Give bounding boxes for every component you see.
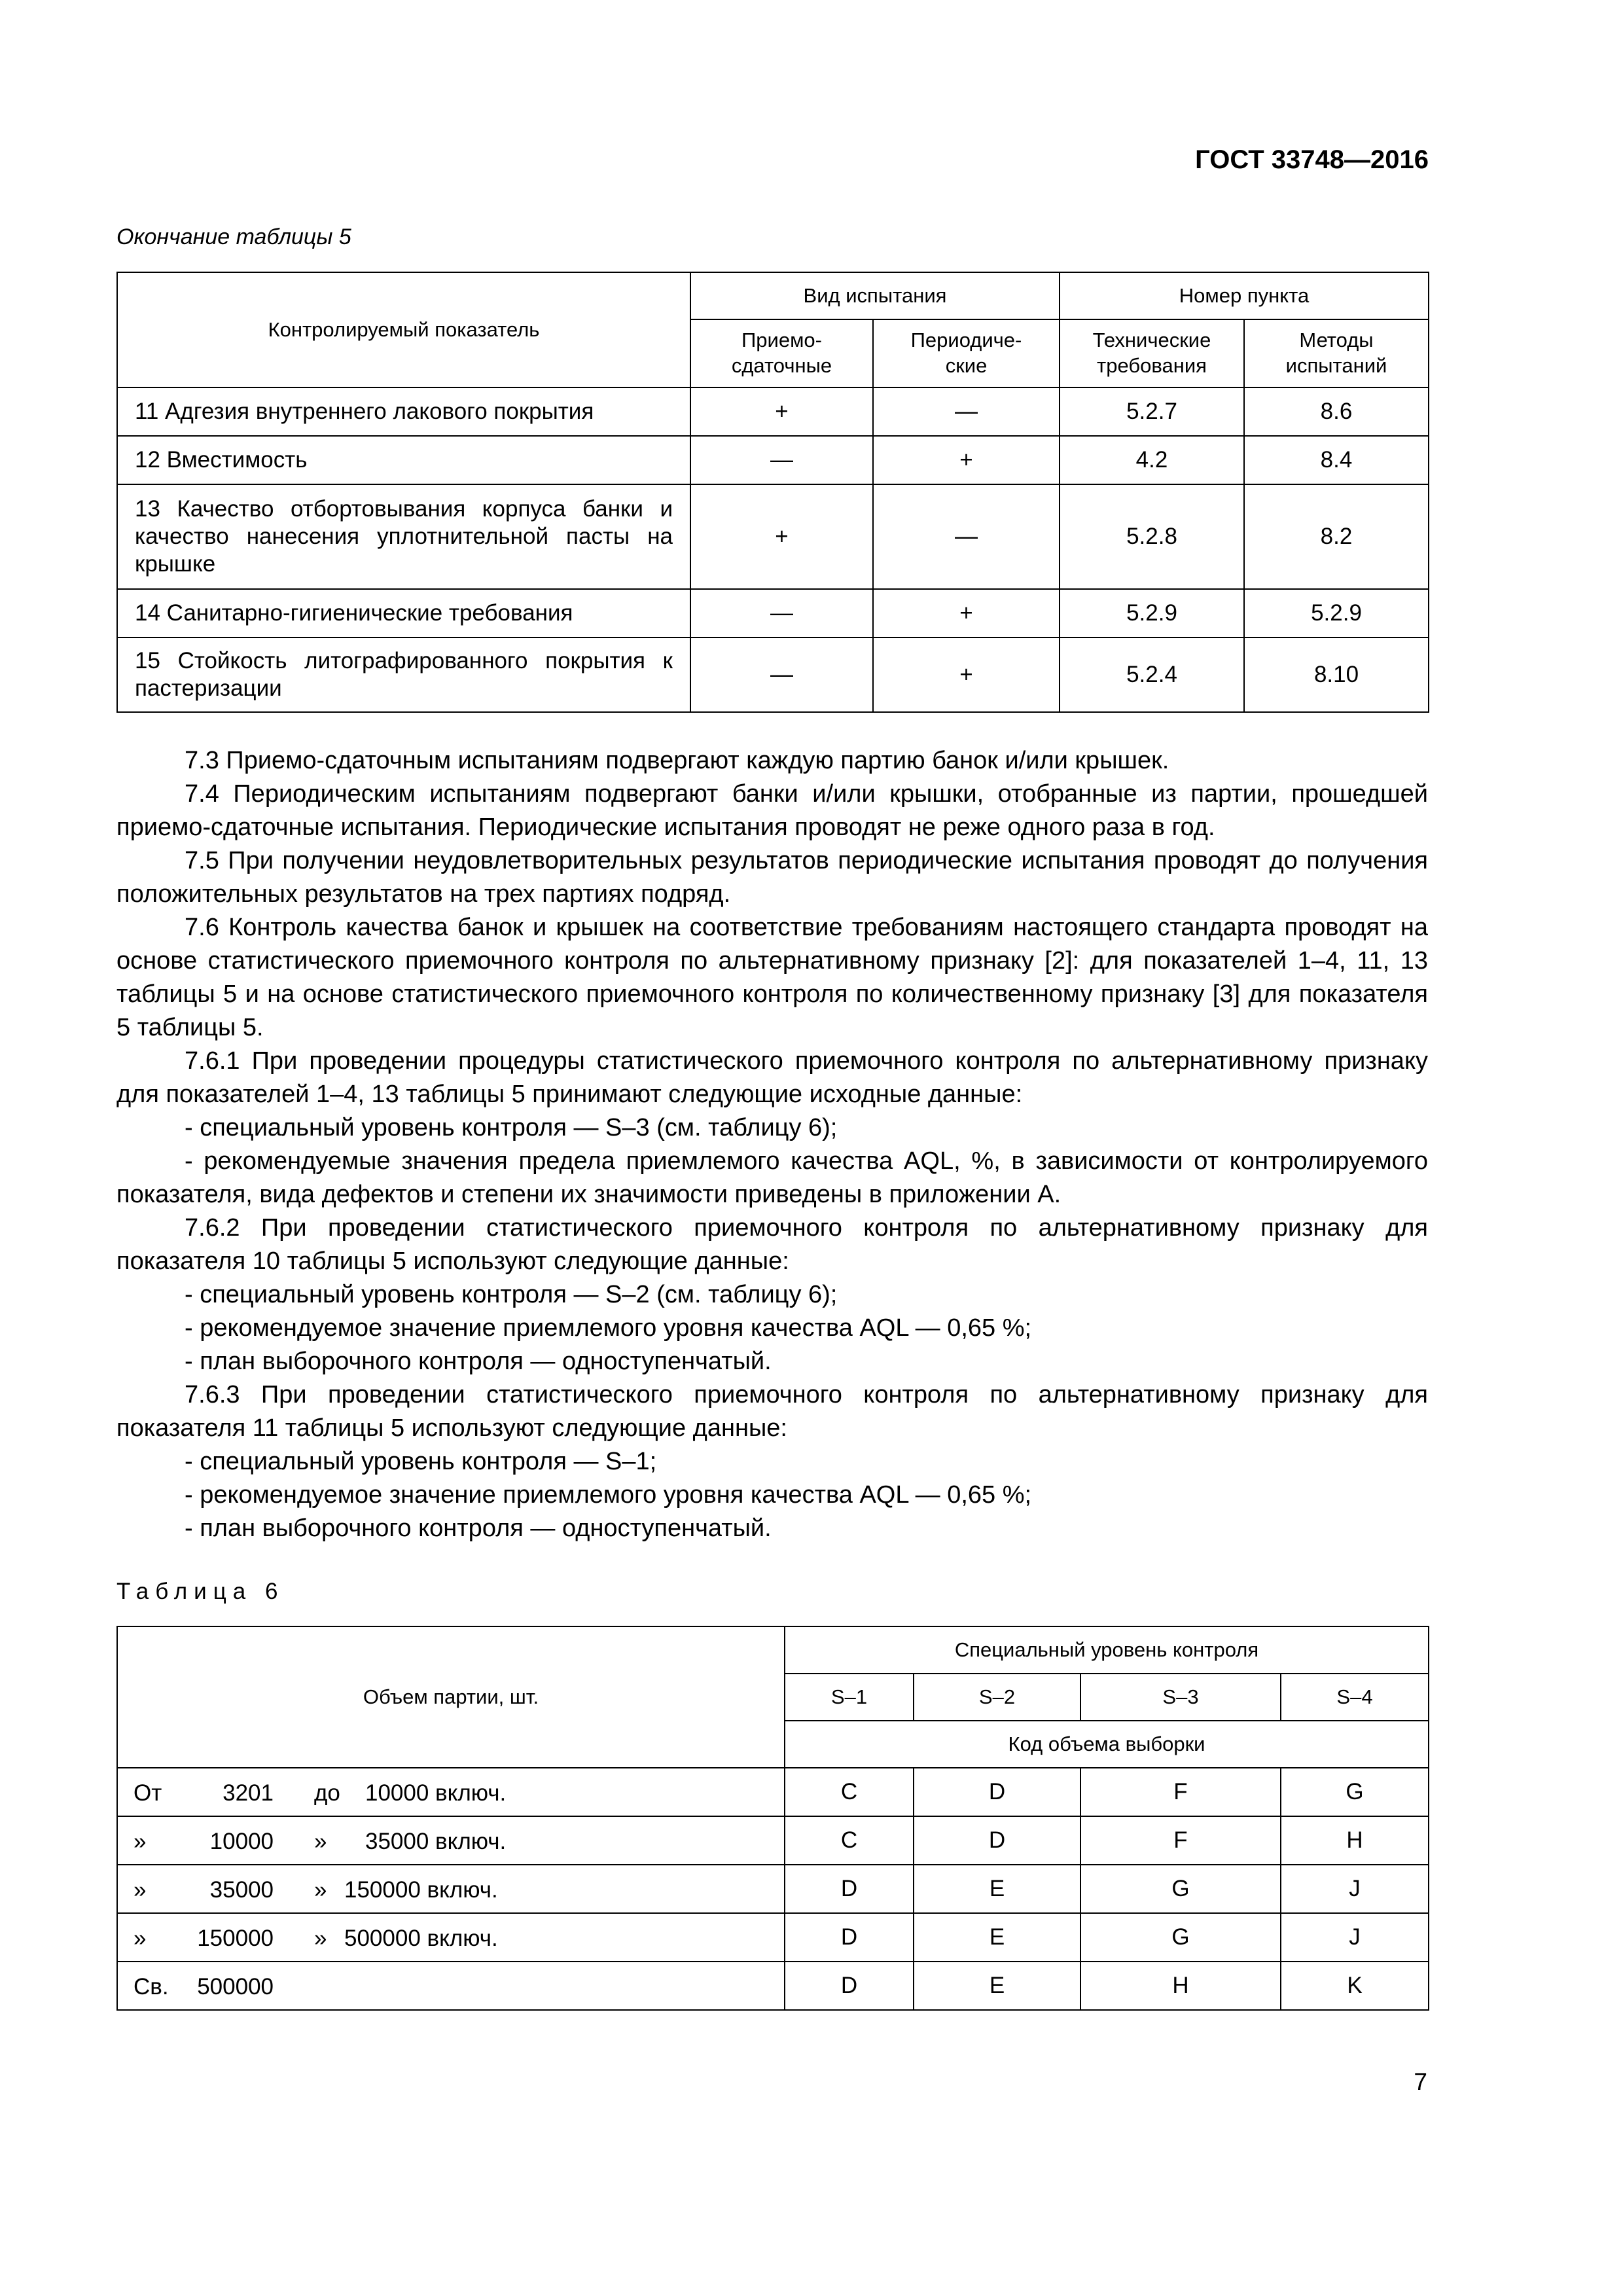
page-number: 7 xyxy=(1414,2068,1427,2095)
table-row xyxy=(117,1865,1429,1913)
code-s1-cell: D xyxy=(785,1865,914,1913)
table6-caption: Таблица 6 xyxy=(116,1579,285,1604)
acceptance-cell: + xyxy=(690,484,873,589)
indicator-cell: 11 Адгезия внутреннего лакового покрытия xyxy=(117,387,690,436)
code-s4-cell: J xyxy=(1281,1913,1429,1962)
table-row xyxy=(117,1913,1429,1962)
list-item: - план выборочного контроля — одноступенчатый. xyxy=(185,1348,772,1375)
paragraph-7-6: 7.6 Контроль качества банок и крышек на соответствие требованиям настоящего стандарта проводят на основе статистического приемочного контроля по альтернативному признаку [2]: для показателей 1–4, 11, 13 таблицы 5 и на основе статистического приемочного контроля по количественному признаку [3] для показателя 5 таблицы 5. xyxy=(116,914,1428,1041)
paragraph-7-4: 7.4 Периодическим испытаниям подвергают банки и/или крышки, отобранные из партии, прошедшей приемо-сдаточные испытания. Периодические испытания проводят не реже одного раза в год. xyxy=(116,780,1428,841)
col-header-s2: S–2 xyxy=(914,1674,1080,1721)
lot-from: 150000 xyxy=(197,1926,274,1951)
code-s3-cell: F xyxy=(1080,1768,1281,1816)
requirements-cell: 5.2.9 xyxy=(1060,589,1244,637)
lot-prefix: Св. xyxy=(134,1974,169,2000)
code-s2-cell: E xyxy=(914,1913,1080,1962)
code-s2-cell: D xyxy=(914,1768,1080,1816)
col-header-clause-no: Номер пункта xyxy=(1060,272,1429,319)
lot-to: 150000 включ. xyxy=(344,1877,498,1903)
list-item: - рекомендуемые значения предела приемлемого качества AQL, %, в зависимости от контролируемого показателя, вида дефектов и степени их значимости приведены в приложении А. xyxy=(116,1147,1428,1208)
requirements-cell: 5.2.4 xyxy=(1060,637,1244,712)
list-item: - рекомендуемое значение приемлемого уровня качества AQL — 0,65 %; xyxy=(185,1481,1032,1509)
code-s1-cell: D xyxy=(785,1913,914,1962)
paragraph-7-6-1: 7.6.1 При проведении процедуры статистического приемочного контроля по альтернативному признаку для показателей 1–4, 13 таблицы 5 принимают следующие исходные данные: xyxy=(116,1047,1428,1108)
paragraph-7-5: 7.5 При получении неудовлетворительных результатов периодические испытания проводят до получения положительных результатов на трех партиях подряд. xyxy=(116,847,1428,908)
code-s4-cell: K xyxy=(1281,1962,1429,2010)
col-header-test-type: Вид испытания xyxy=(690,272,1060,319)
requirements-cell: 4.2 xyxy=(1060,436,1244,484)
list-item: - специальный уровень контроля — S–2 (см. таблицу 6); xyxy=(185,1281,838,1308)
paragraph-7-6-3: 7.6.3 При проведении статистического приемочного контроля по альтернативному признаку для показателя 11 таблицы 5 используют следующие данные: xyxy=(116,1381,1428,1442)
methods-cell: 8.2 xyxy=(1244,484,1429,589)
periodic-cell: — xyxy=(873,387,1060,436)
col-header-methods: Методы испытаний xyxy=(1244,319,1429,387)
table-row xyxy=(117,1816,1429,1865)
col-header-s1: S–1 xyxy=(785,1674,914,1721)
lot-connector: » xyxy=(314,1877,327,1903)
acceptance-cell: — xyxy=(690,637,873,712)
lot-from: 500000 xyxy=(197,1974,274,2000)
code-s1-cell: C xyxy=(785,1816,914,1865)
paragraph-7-3: 7.3 Приемо-сдаточным испытаниям подвергают каждую партию банок и/или крышек. xyxy=(185,747,1169,774)
indicator-cell: 14 Санитарно-гигиенические требования xyxy=(117,589,690,637)
indicator-cell: 12 Вместимость xyxy=(117,436,690,484)
lot-prefix: » xyxy=(134,1877,147,1903)
lot-connector: » xyxy=(314,1926,327,1951)
code-s3-cell: F xyxy=(1080,1816,1281,1865)
code-s3-cell: H xyxy=(1080,1962,1281,2010)
table-6 xyxy=(116,1626,1429,2011)
requirements-cell: 5.2.7 xyxy=(1060,387,1244,436)
lot-size-cell xyxy=(117,1768,785,1816)
indicator-cell: 13 Качество отбортовывания корпуса банки и качество нанесения уплотнительной пасты на крышке xyxy=(117,484,690,589)
lot-size-cell xyxy=(117,1816,785,1865)
lot-connector: » xyxy=(314,1829,327,1854)
lot-prefix: » xyxy=(134,1829,147,1854)
methods-cell: 5.2.9 xyxy=(1244,589,1429,637)
code-s4-cell: H xyxy=(1281,1816,1429,1865)
lot-size-cell xyxy=(117,1962,785,2010)
col-header-s3: S–3 xyxy=(1080,1674,1281,1721)
code-s2-cell: E xyxy=(914,1865,1080,1913)
acceptance-cell: + xyxy=(690,387,873,436)
methods-cell: 8.6 xyxy=(1244,387,1429,436)
list-item: - специальный уровень контроля — S–1; xyxy=(185,1448,657,1475)
periodic-cell: + xyxy=(873,637,1060,712)
table-row xyxy=(117,589,1429,637)
list-item: - план выборочного контроля — одноступенчатый. xyxy=(185,1515,772,1542)
table-row xyxy=(117,436,1429,484)
code-s4-cell: G xyxy=(1281,1768,1429,1816)
body-text xyxy=(116,744,1428,1545)
table-row xyxy=(117,484,1429,589)
lot-to: 35000 включ. xyxy=(365,1829,507,1854)
lot-prefix: От xyxy=(134,1780,162,1806)
col-header-indicator: Контролируемый показатель xyxy=(117,272,690,387)
table-row xyxy=(117,1962,1429,2010)
lot-from: 35000 xyxy=(209,1877,274,1903)
lot-size-cell xyxy=(117,1913,785,1962)
col-header-sample-code: Код объема выборки xyxy=(785,1721,1429,1768)
standard-header: ГОСТ 33748—2016 xyxy=(1195,145,1429,174)
lot-from: 3201 xyxy=(223,1780,274,1806)
col-header-special-level: Специальный уровень контроля xyxy=(785,1626,1429,1674)
table-row xyxy=(117,387,1429,436)
code-s1-cell: D xyxy=(785,1962,914,2010)
code-s3-cell: G xyxy=(1080,1865,1281,1913)
col-header-s4: S–4 xyxy=(1281,1674,1429,1721)
lot-from: 10000 xyxy=(209,1829,274,1854)
periodic-cell: + xyxy=(873,589,1060,637)
code-s2-cell: E xyxy=(914,1962,1080,2010)
col-header-acceptance: Приемо- сдаточные xyxy=(690,319,873,387)
paragraph-7-6-2: 7.6.2 При проведении статистического приемочного контроля по альтернативному признаку для показателя 10 таблицы 5 используют следующие данные: xyxy=(116,1214,1428,1275)
periodic-cell: — xyxy=(873,484,1060,589)
list-item: - специальный уровень контроля — S–3 (см. таблицу 6); xyxy=(185,1114,838,1141)
code-s3-cell: G xyxy=(1080,1913,1281,1962)
code-s4-cell: J xyxy=(1281,1865,1429,1913)
col-header-requirements: Технические требования xyxy=(1060,319,1244,387)
lot-size-cell xyxy=(117,1865,785,1913)
acceptance-cell: — xyxy=(690,589,873,637)
table-5 xyxy=(116,272,1429,713)
indicator-cell: 15 Стойкость литографированного покрытия к пастеризации xyxy=(117,637,690,712)
code-s1-cell: C xyxy=(785,1768,914,1816)
lot-prefix: » xyxy=(134,1926,147,1951)
periodic-cell: + xyxy=(873,436,1060,484)
list-item: - рекомендуемое значение приемлемого уровня качества AQL — 0,65 %; xyxy=(185,1314,1032,1342)
acceptance-cell: — xyxy=(690,436,873,484)
col-header-periodic: Периодиче- ские xyxy=(873,319,1060,387)
methods-cell: 8.10 xyxy=(1244,637,1429,712)
table5-caption: Окончание таблицы 5 xyxy=(116,224,351,249)
lot-connector: до xyxy=(314,1780,340,1806)
table-row xyxy=(117,1768,1429,1816)
code-s2-cell: D xyxy=(914,1816,1080,1865)
requirements-cell: 5.2.8 xyxy=(1060,484,1244,589)
methods-cell: 8.4 xyxy=(1244,436,1429,484)
lot-to: 10000 включ. xyxy=(365,1780,507,1806)
col-header-lot-size: Объем партии, шт. xyxy=(117,1626,785,1768)
table-row xyxy=(117,637,1429,712)
lot-to: 500000 включ. xyxy=(344,1926,498,1951)
